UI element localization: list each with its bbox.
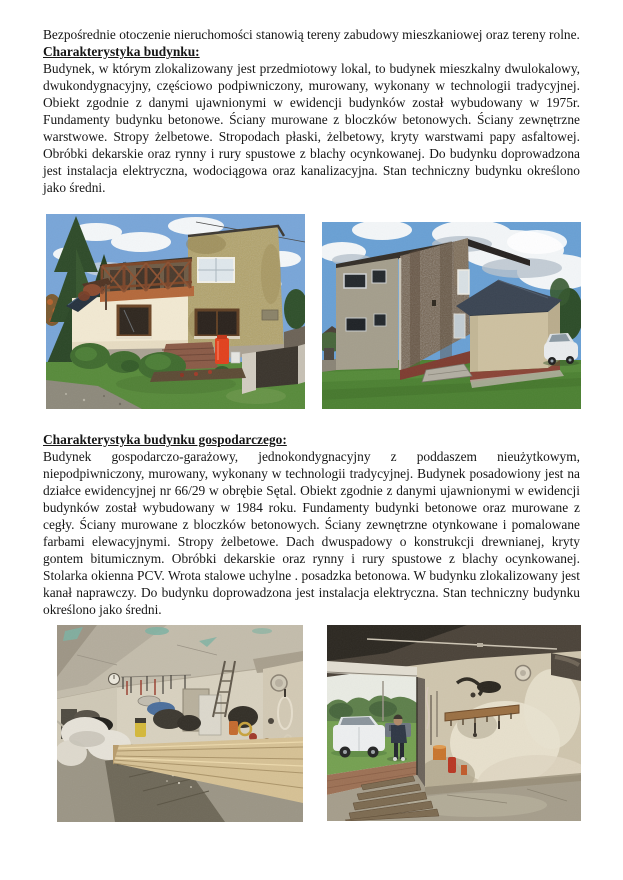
photo-house-rear — [322, 222, 581, 409]
garage-door-illustration — [327, 625, 581, 821]
section-outbuilding-body: Budynek gospodarczo-garażowy, jednokondygnacyjny z poddaszem nieużytkowym, niepodpiwniczony, murowany, wykonany w technologii tradycyjnej. Budynek posadowiony jest na działce ewidencyjnej nr 66/29 w obrębie Sętal. Obiekt zgodnie z danymi ujawnionymi w ewidencji budynków został wybudowany w 1984 roku. Fundamenty budynki betonowe oraz murowane z cegły. Ściany murowane z bloczków betonowych. Ściany zewnętrzne otynkowane i pomalowane farbami elewacyjnymi. Stropy żelbetowe. Dach dwuspadowy o konstrukcji drewnianej, kryty gontem bitumicznym. Obróbki dekarskie oraz rynny i rury spustowe z blachy ocynkowanej. Stolarka okienna PCV. Wrota stalowe uchylne . posadzka betonowa. W budynku zlokalizowany jest kanał naprawczy. Do budynku doprowadzona jest instalacja elektryczna. Stan techniczny budynku określono jako średni. — [43, 449, 580, 617]
section-building-body: Budynek, w którym zlokalizowany jest przedmiotowy lokal, to budynek mieszkalny dwulokalowy, dwukondygnacyjny, częściowo podpiwniczony, murowany, wykonany w technologii tradycyjnej. Obiekt zgodnie z danymi ujawnionymi w ewidencji budynków został wybudowany w 1975r. Fundamenty budynku betonowe. Ściany murowane z bloczków betonowych. Ściany zewnętrzne warstwowe. Stropy żelbetowe. Stropodach płaski, żelbetowy, kryty warstwami papy asfaltowej. Obróbki dekarskie oraz rynny i rury spustowe z blachy ocynkowanej. Do budynku doprowadzona jest instalacja elektryczna, wodociągowa oraz kanalizacyjna. Stan techniczny budynku określono jako średni. — [43, 61, 580, 195]
section-building-heading: Charakterystyka budynku: — [43, 44, 200, 59]
photo-garage-lumber — [57, 625, 303, 822]
photo-house-front — [46, 214, 305, 409]
photo-row-2 — [57, 625, 580, 822]
house-rear-illustration — [322, 222, 581, 409]
section-outbuilding-heading: Charakterystyka budynku gospodarczego: — [43, 432, 287, 447]
intro-paragraph: Bezpośrednie otoczenie nieruchomości stanowią tereny zabudowy mieszkaniowej oraz tereny rolne. — [43, 27, 580, 42]
house-front-illustration — [46, 214, 305, 409]
garage-lumber-illustration — [57, 625, 303, 822]
photo-row-1 — [46, 214, 580, 409]
photo-garage-door — [327, 625, 581, 821]
